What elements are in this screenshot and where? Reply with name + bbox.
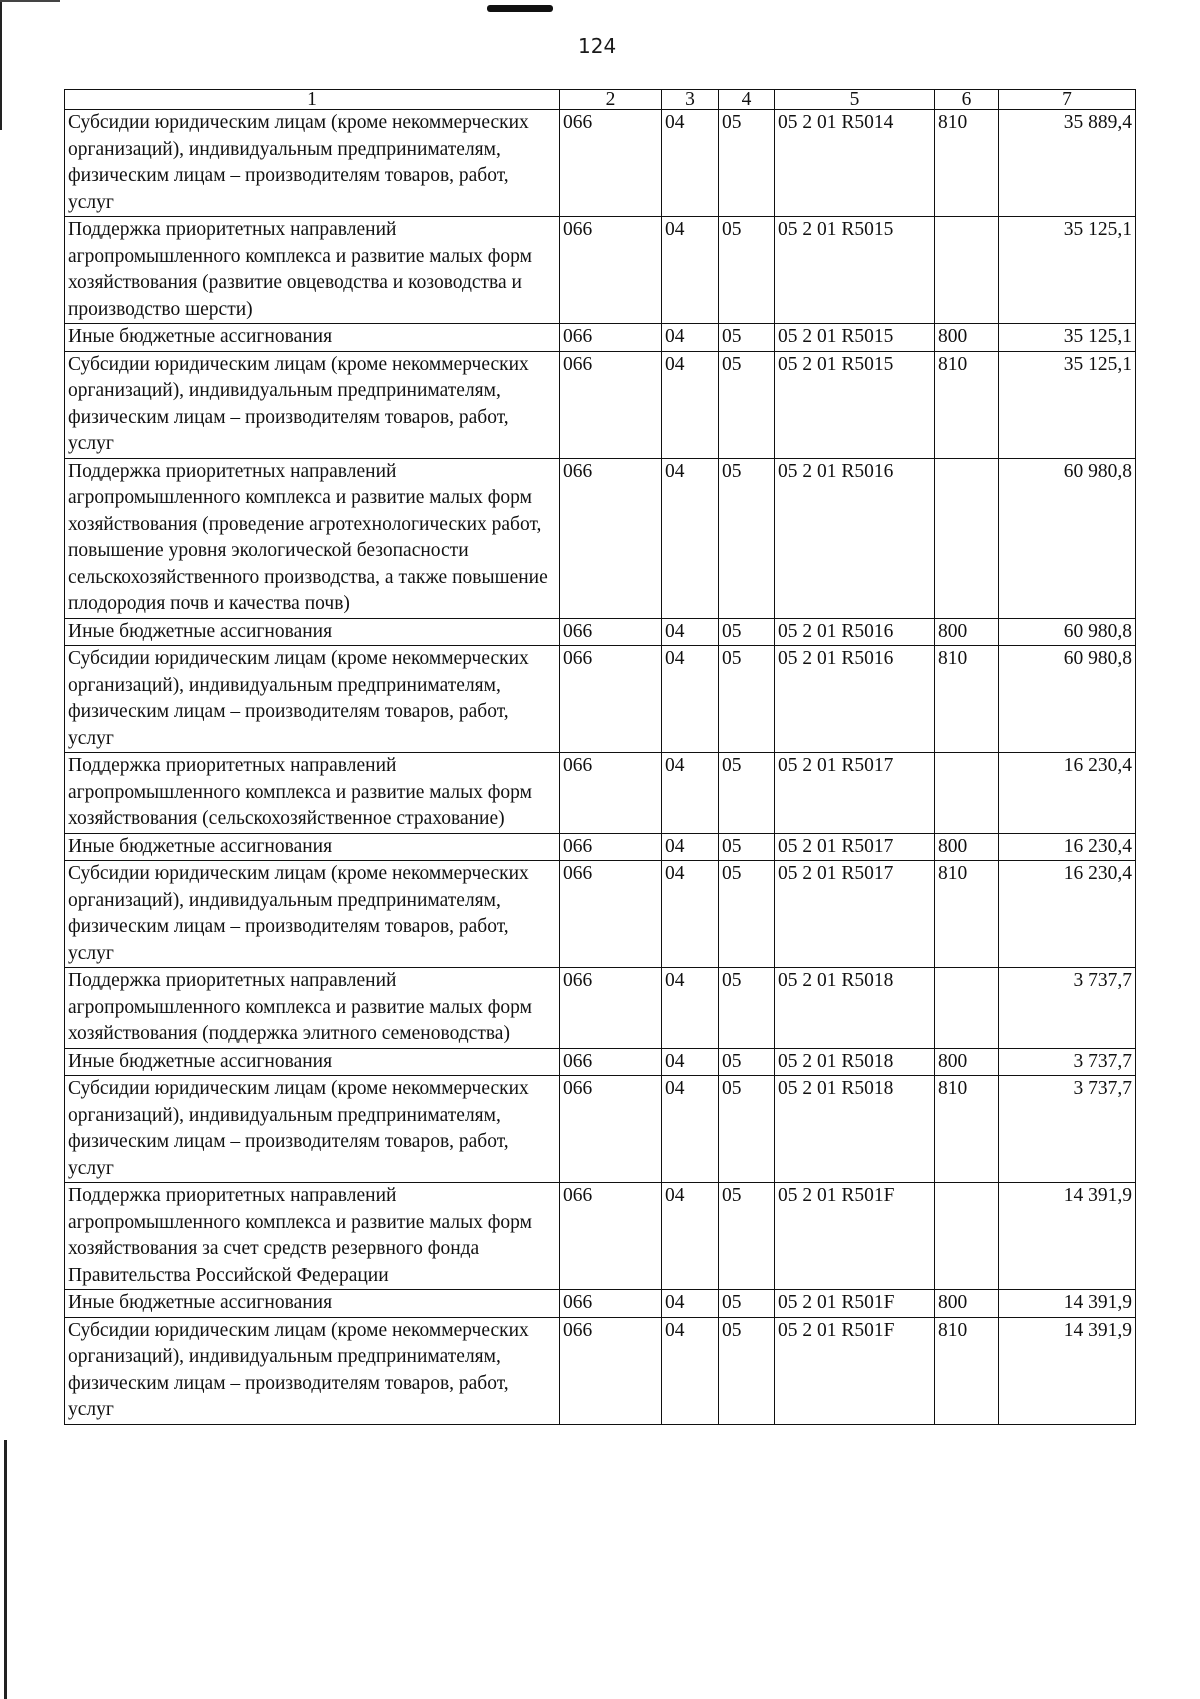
amount-cell: 60 980,8 xyxy=(999,618,1136,646)
section-cell: 04 xyxy=(662,324,719,352)
target-article-cell: 05 2 01 R501F xyxy=(775,1183,935,1290)
expense-type-cell: 810 xyxy=(935,110,999,217)
amount-cell: 14 391,9 xyxy=(999,1317,1136,1424)
expense-type-cell xyxy=(935,458,999,618)
subsection-cell: 05 xyxy=(719,351,775,458)
expense-type-cell: 800 xyxy=(935,1048,999,1076)
subsection-cell: 05 xyxy=(719,646,775,753)
table-row xyxy=(65,861,1136,968)
row-name-cell: Поддержка приоритетных направлений агропромышленного комплекса и развитие малых форм хозяйствования (проведение агротехнологических работ, повышение уровня экологической безопасности сельскохозяйственного производства, а также повышение плодородия почв и качества почв) xyxy=(65,458,560,618)
table-row xyxy=(65,217,1136,324)
subsection-cell: 05 xyxy=(719,324,775,352)
amount-cell: 60 980,8 xyxy=(999,646,1136,753)
section-cell: 04 xyxy=(662,968,719,1049)
expense-type-cell: 800 xyxy=(935,324,999,352)
table-row xyxy=(65,1048,1136,1076)
expense-type-cell: 810 xyxy=(935,646,999,753)
expense-type-cell: 800 xyxy=(935,1290,999,1318)
section-cell: 04 xyxy=(662,1317,719,1424)
section-cell: 04 xyxy=(662,861,719,968)
column-header: 4 xyxy=(719,90,775,110)
column-header: 1 xyxy=(65,90,560,110)
expense-type-cell xyxy=(935,1183,999,1290)
target-article-cell: 05 2 01 R5015 xyxy=(775,324,935,352)
expense-type-cell: 800 xyxy=(935,833,999,861)
subsection-cell: 05 xyxy=(719,968,775,1049)
admin-code-cell: 066 xyxy=(560,968,662,1049)
expense-type-cell: 810 xyxy=(935,1076,999,1183)
section-cell: 04 xyxy=(662,833,719,861)
amount-cell: 35 125,1 xyxy=(999,217,1136,324)
column-header: 6 xyxy=(935,90,999,110)
target-article-cell: 05 2 01 R5016 xyxy=(775,458,935,618)
target-article-cell: 05 2 01 R5015 xyxy=(775,351,935,458)
subsection-cell: 05 xyxy=(719,753,775,834)
amount-cell: 16 230,4 xyxy=(999,861,1136,968)
subsection-cell: 05 xyxy=(719,1290,775,1318)
admin-code-cell: 066 xyxy=(560,351,662,458)
section-cell: 04 xyxy=(662,458,719,618)
row-name-cell: Поддержка приоритетных направлений агропромышленного комплекса и развитие малых форм хозяйствования (развитие овцеводства и козоводства и производство шерсти) xyxy=(65,217,560,324)
table-row xyxy=(65,324,1136,352)
section-cell: 04 xyxy=(662,646,719,753)
amount-cell: 14 391,9 xyxy=(999,1183,1136,1290)
target-article-cell: 05 2 01 R5018 xyxy=(775,1048,935,1076)
admin-code-cell: 066 xyxy=(560,458,662,618)
subsection-cell: 05 xyxy=(719,217,775,324)
amount-cell: 16 230,4 xyxy=(999,753,1136,834)
column-header: 7 xyxy=(999,90,1136,110)
amount-cell: 35 125,1 xyxy=(999,324,1136,352)
subsection-cell: 05 xyxy=(719,833,775,861)
table-row xyxy=(65,646,1136,753)
table-row xyxy=(65,1290,1136,1318)
table-row xyxy=(65,833,1136,861)
section-cell: 04 xyxy=(662,1048,719,1076)
target-article-cell: 05 2 01 R5017 xyxy=(775,833,935,861)
expense-type-cell xyxy=(935,217,999,324)
amount-cell: 35 889,4 xyxy=(999,110,1136,217)
section-cell: 04 xyxy=(662,1183,719,1290)
column-header: 2 xyxy=(560,90,662,110)
row-name-cell: Иные бюджетные ассигнования xyxy=(65,324,560,352)
admin-code-cell: 066 xyxy=(560,833,662,861)
table-row xyxy=(65,351,1136,458)
expense-type-cell: 810 xyxy=(935,861,999,968)
section-cell: 04 xyxy=(662,753,719,834)
amount-cell: 16 230,4 xyxy=(999,833,1136,861)
admin-code-cell: 066 xyxy=(560,1317,662,1424)
admin-code-cell: 066 xyxy=(560,861,662,968)
expense-type-cell: 810 xyxy=(935,1317,999,1424)
row-name-cell: Субсидии юридическим лицам (кроме некоммерческих организаций), индивидуальным предпринимателям, физическим лицам – производителям товаров, работ, услуг xyxy=(65,646,560,753)
admin-code-cell: 066 xyxy=(560,1290,662,1318)
section-cell: 04 xyxy=(662,351,719,458)
table-row xyxy=(65,1183,1136,1290)
binding-bar xyxy=(487,5,553,12)
subsection-cell: 05 xyxy=(719,861,775,968)
expense-type-cell: 810 xyxy=(935,351,999,458)
table-header-row xyxy=(65,90,1136,110)
amount-cell: 3 737,7 xyxy=(999,1048,1136,1076)
expense-type-cell xyxy=(935,968,999,1049)
section-cell: 04 xyxy=(662,618,719,646)
row-name-cell: Иные бюджетные ассигнования xyxy=(65,1048,560,1076)
admin-code-cell: 066 xyxy=(560,217,662,324)
table-row xyxy=(65,1317,1136,1424)
amount-cell: 14 391,9 xyxy=(999,1290,1136,1318)
subsection-cell: 05 xyxy=(719,1048,775,1076)
scan-binding-mark xyxy=(4,1440,7,1699)
row-name-cell: Субсидии юридическим лицам (кроме некоммерческих организаций), индивидуальным предпринимателям, физическим лицам – производителям товаров, работ, услуг xyxy=(65,351,560,458)
row-name-cell: Иные бюджетные ассигнования xyxy=(65,618,560,646)
row-name-cell: Поддержка приоритетных направлений агропромышленного комплекса и развитие малых форм хозяйствования (сельскохозяйственное страхование) xyxy=(65,753,560,834)
expense-type-cell: 800 xyxy=(935,618,999,646)
amount-cell: 60 980,8 xyxy=(999,458,1136,618)
subsection-cell: 05 xyxy=(719,1317,775,1424)
scan-edge-mark xyxy=(0,0,2,130)
target-article-cell: 05 2 01 R5018 xyxy=(775,968,935,1049)
table-row xyxy=(65,753,1136,834)
admin-code-cell: 066 xyxy=(560,1183,662,1290)
target-article-cell: 05 2 01 R5016 xyxy=(775,618,935,646)
row-name-cell: Поддержка приоритетных направлений агропромышленного комплекса и развитие малых форм хозяйствования за счет средств резервного фонда Правительства Российской Федерации xyxy=(65,1183,560,1290)
row-name-cell: Иные бюджетные ассигнования xyxy=(65,833,560,861)
section-cell: 04 xyxy=(662,1076,719,1183)
subsection-cell: 05 xyxy=(719,110,775,217)
section-cell: 04 xyxy=(662,1290,719,1318)
column-header: 5 xyxy=(775,90,935,110)
amount-cell: 3 737,7 xyxy=(999,1076,1136,1183)
table-row xyxy=(65,968,1136,1049)
target-article-cell: 05 2 01 R5014 xyxy=(775,110,935,217)
row-name-cell: Субсидии юридическим лицам (кроме некоммерческих организаций), индивидуальным предпринимателям, физическим лицам – производителям товаров, работ, услуг xyxy=(65,110,560,217)
table-row xyxy=(65,618,1136,646)
target-article-cell: 05 2 01 R5016 xyxy=(775,646,935,753)
admin-code-cell: 066 xyxy=(560,753,662,834)
target-article-cell: 05 2 01 R5015 xyxy=(775,217,935,324)
subsection-cell: 05 xyxy=(719,618,775,646)
section-cell: 04 xyxy=(662,110,719,217)
section-cell: 04 xyxy=(662,217,719,324)
admin-code-cell: 066 xyxy=(560,646,662,753)
expense-type-cell xyxy=(935,753,999,834)
target-article-cell: 05 2 01 R5018 xyxy=(775,1076,935,1183)
table-row xyxy=(65,1076,1136,1183)
admin-code-cell: 066 xyxy=(560,618,662,646)
subsection-cell: 05 xyxy=(719,458,775,618)
page-number: 124 xyxy=(578,34,617,58)
admin-code-cell: 066 xyxy=(560,1048,662,1076)
admin-code-cell: 066 xyxy=(560,1076,662,1183)
budget-table xyxy=(64,89,1136,1425)
admin-code-cell: 066 xyxy=(560,324,662,352)
row-name-cell: Субсидии юридическим лицам (кроме некоммерческих организаций), индивидуальным предпринимателям, физическим лицам – производителям товаров, работ, услуг xyxy=(65,1317,560,1424)
column-header: 3 xyxy=(662,90,719,110)
target-article-cell: 05 2 01 R5017 xyxy=(775,753,935,834)
amount-cell: 35 125,1 xyxy=(999,351,1136,458)
row-name-cell: Субсидии юридическим лицам (кроме некоммерческих организаций), индивидуальным предпринимателям, физическим лицам – производителям товаров, работ, услуг xyxy=(65,861,560,968)
target-article-cell: 05 2 01 R5017 xyxy=(775,861,935,968)
subsection-cell: 05 xyxy=(719,1183,775,1290)
scan-edge-mark-top xyxy=(0,0,60,2)
subsection-cell: 05 xyxy=(719,1076,775,1183)
target-article-cell: 05 2 01 R501F xyxy=(775,1317,935,1424)
row-name-cell: Поддержка приоритетных направлений агропромышленного комплекса и развитие малых форм хозяйствования (поддержка элитного семеноводства) xyxy=(65,968,560,1049)
row-name-cell: Субсидии юридическим лицам (кроме некоммерческих организаций), индивидуальным предпринимателям, физическим лицам – производителям товаров, работ, услуг xyxy=(65,1076,560,1183)
amount-cell: 3 737,7 xyxy=(999,968,1136,1049)
row-name-cell: Иные бюджетные ассигнования xyxy=(65,1290,560,1318)
admin-code-cell: 066 xyxy=(560,110,662,217)
target-article-cell: 05 2 01 R501F xyxy=(775,1290,935,1318)
table-row xyxy=(65,458,1136,618)
table-row xyxy=(65,110,1136,217)
